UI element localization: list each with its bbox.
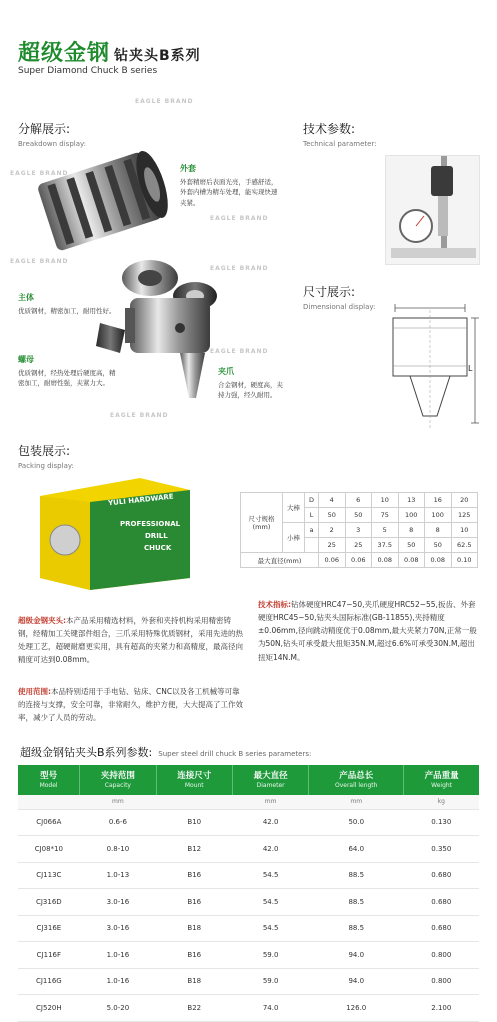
dimension-label-l: L (468, 364, 473, 373)
spec-units-row: mm mm mm kg (18, 795, 479, 809)
table-cell: 2.100 (404, 995, 479, 1022)
sleeve-callout: 外套 外套精磨后表面光亮，手感舒适，外套内槽为精车处理，能实现快速夹紧。 (180, 164, 278, 207)
table-row (18, 836, 479, 863)
watermark: EAGLE BRAND (110, 412, 169, 419)
table-cell: 54.5 (232, 889, 308, 916)
spec-table-title: 超级金钢钻夹头B系列参数: Super steel drill chuck B series parameters: (20, 746, 312, 759)
table-row: 25 25 37.5 50 50 62.5 (241, 538, 478, 553)
table-cell: B22 (156, 995, 232, 1022)
table-cell: 88.5 (309, 889, 404, 916)
table-cell: 59.0 (232, 942, 308, 969)
table-cell: 1.0-16 (80, 968, 156, 995)
table-cell: B10 (156, 809, 232, 836)
table-cell: 0.800 (404, 968, 479, 995)
page-subtitle: Super Diamond Chuck B series (18, 66, 158, 76)
nut-callout: 螺母 优质钢材，经热处理后硬度高，精密加工，耐磨性强，夹紧力大。 (18, 355, 116, 388)
table-row: 小棒 a 2 3 5 8 8 10 (241, 523, 478, 538)
table-cell: CJ08*10 (18, 836, 80, 863)
table-cell: CJ066A (18, 809, 80, 836)
table-cell: CJ116F (18, 942, 80, 969)
col-diameter-header: 最大直径 Diameter (232, 765, 308, 795)
table-cell: B12 (156, 836, 232, 863)
material-description: 超级金钢夹头:本产品采用精选材料，外套和夹持机构采用精密铸钢，经精加工关键部件组合，三爪采用特殊优质钢材，采用先进的热处理工艺，超硬耐磨更实用，具有超高的夹紧力和高精度，最高径向精度可达到0.08mm。 (18, 616, 243, 665)
col-capacity-header: 夹持范围 Capacity (80, 765, 156, 795)
table-row: L 50 50 75 100 100 125 (241, 508, 478, 523)
table-cell: 0.350 (404, 836, 479, 863)
col-weight-header: 产品重量 Weight (404, 765, 479, 795)
table-cell: 74.0 (232, 995, 308, 1022)
table-cell: CJ316D (18, 889, 80, 916)
jaw-callout: 夹爪 合金钢材，硬度高，夹持力强，经久耐用。 (218, 367, 283, 400)
spec-header-row (18, 765, 479, 795)
table-row (18, 995, 479, 1022)
box-line3-text: CHUCK (144, 544, 172, 552)
dimension-section-header: 尺寸展示: Dimensional display: (303, 285, 376, 311)
col-model-header: 型号 Model (18, 765, 80, 795)
table-cell: 0.800 (404, 942, 479, 969)
watermark: EAGLE BRAND (10, 258, 69, 265)
table-cell: CJ116G (18, 968, 80, 995)
watermark: EAGLE BRAND (210, 215, 269, 222)
table-cell: 94.0 (309, 942, 404, 969)
table-cell: 0.8-10 (80, 836, 156, 863)
col-mount-header: 连接尺寸 Mount (156, 765, 232, 795)
table-cell: 3.0-16 (80, 915, 156, 942)
box-brand-text: YULI HARDWARE (107, 492, 174, 508)
body-part (125, 298, 210, 353)
box-line1-text: PROFESSIONAL (120, 520, 181, 528)
table-cell: 54.5 (232, 915, 308, 942)
table-cell: 54.5 (232, 862, 308, 889)
table-row (18, 968, 479, 995)
table-row (18, 862, 479, 889)
table-cell: 42.0 (232, 836, 308, 863)
watermark: EAGLE BRAND (210, 348, 269, 355)
col-length-header: 产品总长 Overall length (309, 765, 404, 795)
dial-gauge-photo (386, 156, 481, 266)
table-cell: B18 (156, 968, 232, 995)
box-line2-text: DRILL (145, 532, 168, 540)
table-cell: 5.0-20 (80, 995, 156, 1022)
table-cell: 42.0 (232, 809, 308, 836)
table-row: 尺寸规格 (mm) 大棒 D 4 6 10 13 16 20 (241, 493, 478, 508)
technical-section-header: 技术参数: Technical parameter: (303, 122, 377, 148)
usage-description: 使用范围:本品特别适用于手电钻、钻床、CNC以及各工机械等可靠的连接与支撑，安全可靠，非常耐久，维护方便，大大提高了工作效率，减少了人员的劳动。 (18, 687, 243, 723)
table-cell: B18 (156, 915, 232, 942)
table-row (18, 942, 479, 969)
table-row: 最大直径(mm) 0.06 0.06 0.08 0.08 0.08 0.10 (241, 553, 478, 568)
sleeve-part (37, 147, 175, 251)
packing-section-header: 包装展示: Packing display: (18, 444, 74, 470)
table-cell: B16 (156, 889, 232, 916)
table-cell: 59.0 (232, 968, 308, 995)
table-cell: CJ113C (18, 862, 80, 889)
table-cell: 88.5 (309, 862, 404, 889)
table-cell: 88.5 (309, 915, 404, 942)
small-label-cell: 小棒 (283, 523, 305, 553)
table-cell: B16 (156, 862, 232, 889)
watermark: EAGLE BRAND (135, 98, 194, 105)
table-cell: 3.0-16 (80, 889, 156, 916)
body-callout: 主体 优质钢材，精密加工，耐用性好。 (18, 293, 116, 316)
table-row (18, 889, 479, 916)
packing-box-image (40, 478, 190, 590)
technical-description: 技术指标:钻体硬度HRC47~50,夹爪硬度HRC52~55,扳齿、外套硬度HRC45~50,钻夹头国际标准(GB-11855),夹持精度±0.06mm,径向跳动精度优于0.08mm,最大夹紧力70N,正常一般为50N,钻头可承受最大扭矩35N.M,超过6.6%可承受30N.M,超出扭矩14N.M。 (258, 600, 477, 662)
watermark: EAGLE BRAND (10, 170, 69, 177)
table-cell: 1.0-13 (80, 862, 156, 889)
table-cell: 0.680 (404, 862, 479, 889)
table-cell: CJ316E (18, 915, 80, 942)
table-cell: 50.0 (309, 809, 404, 836)
breakdown-section-header: 分解展示: Breakdown display: (18, 122, 86, 148)
size-label-cell: 尺寸规格 (mm) (241, 493, 283, 553)
table-cell: CJ520H (18, 995, 80, 1022)
watermark: EAGLE BRAND (210, 265, 269, 272)
big-label-cell: 大棒 (283, 493, 305, 523)
table-cell: B16 (156, 942, 232, 969)
table-row (18, 809, 479, 836)
table-cell: 1.0-16 (80, 942, 156, 969)
ring-part (122, 260, 178, 296)
table-cell: 0.680 (404, 915, 479, 942)
technical-photo (385, 155, 480, 265)
table-cell: 94.0 (309, 968, 404, 995)
page-title: 超级金钢 钻夹头B系列 (18, 41, 201, 66)
table-row (18, 915, 479, 942)
spec-table (18, 765, 479, 1022)
table-cell: 0.6-6 (80, 809, 156, 836)
table-cell: 126.0 (309, 995, 404, 1022)
shaft-size-table (240, 492, 478, 568)
spec-body (18, 809, 479, 1021)
table-cell: 0.680 (404, 889, 479, 916)
table-cell: 64.0 (309, 836, 404, 863)
table-cell: 0.130 (404, 809, 479, 836)
